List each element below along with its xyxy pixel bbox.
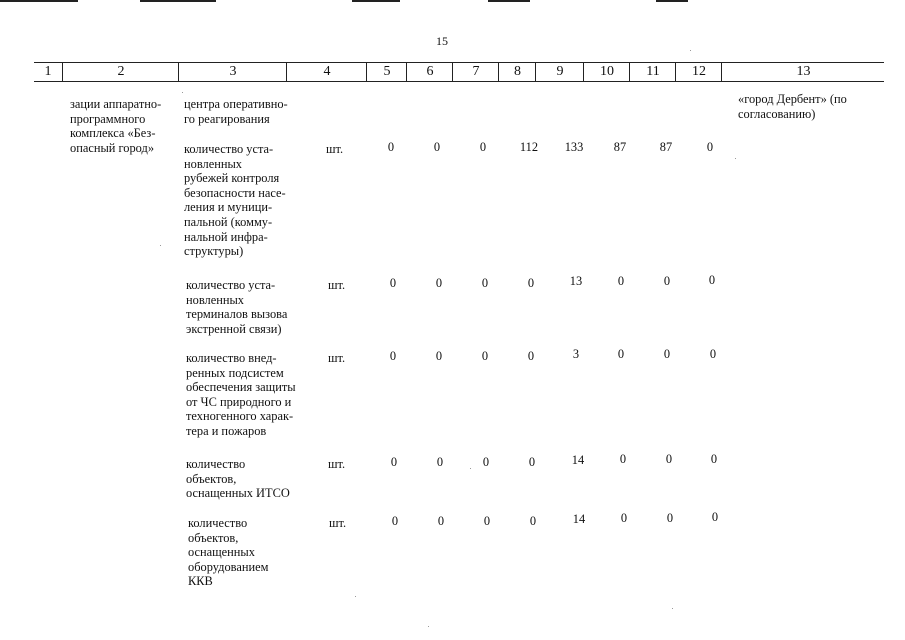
text-line: рубежей контроля xyxy=(184,171,280,186)
value-col-8: 0 xyxy=(527,349,535,363)
executor-note xyxy=(738,92,847,121)
text-line: терминалов вызова xyxy=(186,307,288,322)
indicator-label xyxy=(188,516,268,589)
value-col-6: 0 xyxy=(433,140,441,154)
indicator-unit: шт. xyxy=(328,278,346,292)
text-line: экстренной связи) xyxy=(186,321,282,336)
value-col-5: 0 xyxy=(389,349,397,363)
top-rule xyxy=(0,0,78,2)
header-col-12: 12 xyxy=(675,63,722,81)
value-col-12: 0 xyxy=(708,273,716,287)
value-col-6: 0 xyxy=(436,455,444,469)
value-col-7: 0 xyxy=(479,140,487,154)
value-col-11: 0 xyxy=(663,274,671,288)
value-col-10: 87 xyxy=(613,140,627,154)
scan-speck xyxy=(160,245,161,246)
header-col-3: 3 xyxy=(178,63,287,81)
header-col-9: 9 xyxy=(535,63,584,81)
value-col-7: 0 xyxy=(483,514,491,528)
header-col-11: 11 xyxy=(629,63,676,81)
text-line: объектов, xyxy=(188,530,239,545)
value-col-11: 0 xyxy=(665,452,673,466)
indicator-unit: шт. xyxy=(328,351,346,365)
page-number: 15 xyxy=(436,34,448,48)
text-line: количество внед- xyxy=(186,351,277,365)
header-col-4: 4 xyxy=(286,63,367,81)
text-line: го реагирования xyxy=(184,111,270,126)
value-col-9: 3 xyxy=(572,347,580,361)
value-col-12: 0 xyxy=(706,140,714,154)
text-line: безопасности насе- xyxy=(184,185,286,200)
text-line: пальной (комму- xyxy=(184,214,273,229)
text-line: «город Дербент» (по xyxy=(738,92,847,106)
text-line: ренных подсистем xyxy=(186,365,284,380)
indicator-unit: шт. xyxy=(326,142,344,156)
scan-speck xyxy=(428,626,429,627)
text-line: нальной инфра- xyxy=(184,229,268,244)
text-line: центра оперативно- xyxy=(184,97,288,111)
text-line: программного xyxy=(70,111,146,126)
header-col-6: 6 xyxy=(406,63,453,81)
indicator-unit: шт. xyxy=(329,516,347,530)
value-col-11: 0 xyxy=(666,511,674,525)
indicator-context xyxy=(184,97,288,126)
value-col-10: 0 xyxy=(619,452,627,466)
text-line: ления и муници- xyxy=(184,200,273,215)
scan-speck xyxy=(182,92,183,93)
text-line: обеспечения защиты xyxy=(186,380,296,395)
text-line: объектов, xyxy=(186,471,237,486)
value-col-11: 87 xyxy=(659,140,673,154)
text-line: количество уста- xyxy=(184,142,274,156)
column-number-header xyxy=(34,62,884,82)
value-col-7: 0 xyxy=(482,455,490,469)
value-col-9: 13 xyxy=(569,274,583,288)
text-line: количество уста- xyxy=(186,278,276,292)
value-col-5: 0 xyxy=(391,514,399,528)
text-line: структуры) xyxy=(184,244,244,259)
scan-speck xyxy=(355,596,356,597)
value-col-9: 133 xyxy=(564,140,584,154)
value-col-8: 112 xyxy=(519,140,539,154)
value-col-11: 0 xyxy=(663,347,671,361)
value-col-12: 0 xyxy=(709,347,717,361)
text-line: техногенного харак- xyxy=(186,409,294,424)
text-line: количество xyxy=(186,457,246,471)
text-line: оборудованием xyxy=(188,559,269,574)
event-name-continuation xyxy=(70,97,161,155)
header-col-5: 5 xyxy=(366,63,407,81)
value-col-9: 14 xyxy=(571,453,585,467)
text-line: оснащенных ИТСО xyxy=(186,486,290,501)
indicator-label xyxy=(186,278,287,336)
header-col-10: 10 xyxy=(583,63,630,81)
value-col-12: 0 xyxy=(711,510,719,524)
header-col-2: 2 xyxy=(62,63,179,81)
text-line: оснащенных xyxy=(188,545,255,560)
indicator-unit: шт. xyxy=(328,457,346,471)
value-col-8: 0 xyxy=(527,276,535,290)
text-line: опасный город» xyxy=(70,140,155,155)
text-line: количество xyxy=(188,516,248,530)
value-col-5: 0 xyxy=(390,455,398,469)
text-line: новленных xyxy=(184,156,242,171)
indicator-label xyxy=(184,142,286,259)
text-line: зации аппаратно- xyxy=(70,97,162,111)
scan-speck xyxy=(672,608,673,609)
text-line: ККВ xyxy=(188,574,213,589)
text-line: от ЧС природного и xyxy=(186,394,292,409)
value-col-7: 0 xyxy=(481,349,489,363)
value-col-6: 0 xyxy=(435,276,443,290)
header-col-7: 7 xyxy=(452,63,499,81)
text-line: согласованию) xyxy=(738,106,816,121)
header-col-1: 1 xyxy=(44,64,52,79)
header-col-8: 8 xyxy=(498,63,536,81)
value-col-10: 0 xyxy=(617,274,625,288)
value-col-12: 0 xyxy=(710,452,718,466)
top-rule xyxy=(656,0,688,2)
text-line: тера и пожаров xyxy=(186,423,267,438)
value-col-9: 14 xyxy=(572,512,586,526)
value-col-7: 0 xyxy=(481,276,489,290)
scan-speck xyxy=(470,468,471,469)
value-col-6: 0 xyxy=(435,349,443,363)
indicator-label xyxy=(186,457,290,501)
value-col-8: 0 xyxy=(528,455,536,469)
scan-speck xyxy=(690,50,691,51)
value-col-10: 0 xyxy=(620,511,628,525)
text-line: новленных xyxy=(186,292,244,307)
top-rule xyxy=(352,0,400,2)
value-col-8: 0 xyxy=(529,514,537,528)
value-col-10: 0 xyxy=(617,347,625,361)
value-col-5: 0 xyxy=(389,276,397,290)
value-col-5: 0 xyxy=(387,140,395,154)
top-rule xyxy=(488,0,530,2)
indicator-label xyxy=(186,351,296,439)
scan-speck xyxy=(735,158,736,159)
value-col-6: 0 xyxy=(437,514,445,528)
text-line: комплекса «Без- xyxy=(70,126,156,141)
top-rule xyxy=(140,0,216,2)
header-col-13: 13 xyxy=(721,63,885,81)
